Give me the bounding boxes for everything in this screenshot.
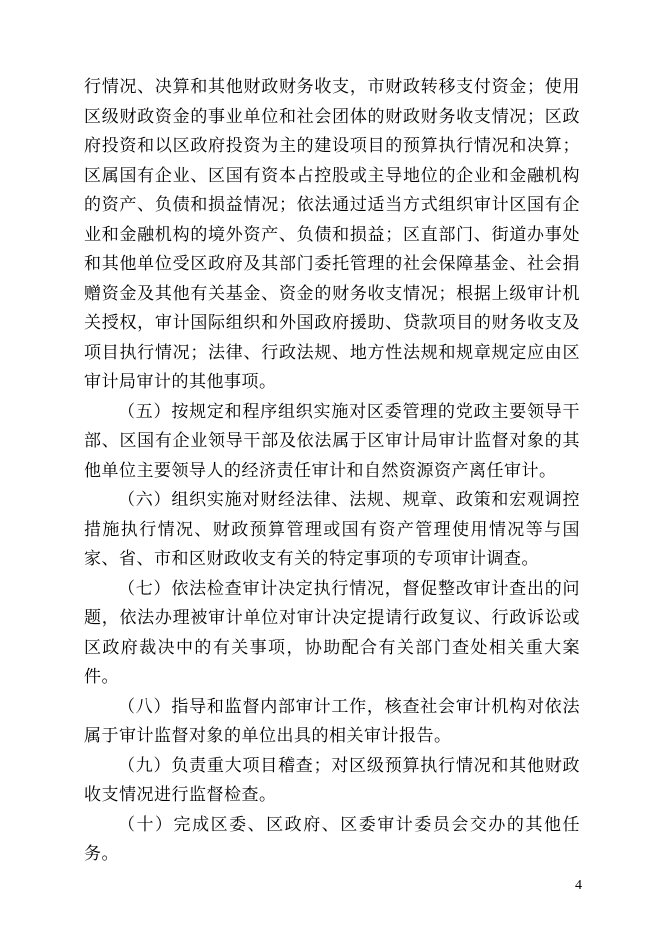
paragraph-item-6: （六）组织实施对财经法律、法规、规章、政策和宏观调控措施执行情况、财政预算管理或国有资产管理使用情况等与国家、省、市和区财政收支有关的特定事项的专项审计调查。: [84, 490, 580, 568]
paragraph-item-7: （七）依法检查审计决定执行情况，督促整改审计查出的问题，依法办理被审计单位对审计决定提请行政复议、行政诉讼或区政府裁决中的有关事项，协助配合有关部门查处相关重大案件。: [84, 578, 580, 686]
paragraph-continuation: 行情况、决算和其他财政财务收支，市财政转移支付资金；使用区级财政资金的事业单位和社会团体的财政财务收支情况；区政府投资和以区政府投资为主的建设项目的预算执行情况和决算；区属国有企业、区国有资本占控股或主导地位的企业和金融机构的资产、负债和损益情况；依法通过适当方式组织审计区国有企业和金融机构的境外资产、负债和损益；区直部门、街道办事处和其他单位受区政府及其部门委托管理的社会保障基金、社会捐赠资金及其他有关基金、资金的财务收支情况；根据上级审计机关授权，审计国际组织和外国政府援助、贷款项目的财务收支及项目执行情况；法律、行政法规、地方性法规和规章规定应由区审计局审计的其他事项。: [84, 77, 580, 391]
page-number: 4: [575, 878, 582, 893]
paragraph-item-10: （十）完成区委、区政府、区委审计委员会交办的其他任务。: [84, 814, 580, 863]
paragraph-item-9: （九）负责重大项目稽查；对区级预算执行情况和其他财政收支情况进行监督检查。: [84, 755, 580, 804]
paragraph-item-8: （八）指导和监督内部审计工作，核查社会审计机构对依法属于审计监督对象的单位出具的相关审计报告。: [84, 696, 580, 745]
document-text-block: [84, 72, 580, 869]
paragraph-item-5: （五）按规定和程序组织实施对区委管理的党政主要领导干部、区国有企业领导干部及依法属于区审计局审计监督对象的其他单位主要领导人的经济责任审计和自然资源资产离任审计。: [84, 401, 580, 480]
